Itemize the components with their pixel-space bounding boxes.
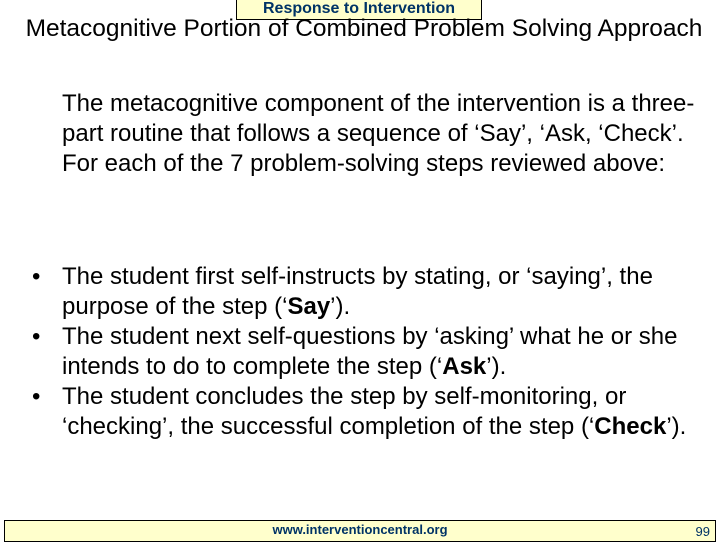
bullet-text-end: ’).: [486, 353, 507, 380]
bullet-text: The student next self-questions by ‘asking’ what he or she intends to do to complete the step (‘: [62, 323, 678, 380]
bullet-text: The student first self-instructs by stating, or ‘saying’, the purpose of the step (‘: [62, 263, 653, 320]
bullet-marker: •: [32, 263, 41, 290]
bullet-item: [32, 322, 708, 382]
bullet-text-end: ’).: [666, 413, 687, 440]
bullet-keyword: Check: [594, 413, 667, 440]
bullet-text: The student concludes the step by self-monitoring, or ‘checking’, the successful completion of the step (‘: [62, 383, 627, 440]
slide-title: Metacognitive Portion of Combined Problem Solving Approach: [25, 15, 703, 42]
bullet-item: [32, 382, 708, 442]
bullet-list: [32, 262, 708, 442]
bullet-marker: •: [32, 323, 41, 350]
intro-paragraph: The metacognitive component of the intervention is a three-part routine that follows a sequence of ‘Say’, ‘Ask, ‘Check’. For each of the 7 problem-solving steps reviewed above:: [62, 90, 695, 177]
bullet-text-end: ’).: [330, 293, 351, 320]
footer-url-link[interactable]: www.interventioncentral.org: [272, 522, 448, 537]
bullet-keyword: Ask: [442, 353, 487, 380]
bullet-item: [32, 262, 708, 322]
header-label: Response to Intervention: [262, 0, 456, 17]
page-number: 99: [695, 524, 710, 539]
bullet-marker: •: [32, 383, 41, 410]
bullet-keyword: Say: [287, 293, 331, 320]
